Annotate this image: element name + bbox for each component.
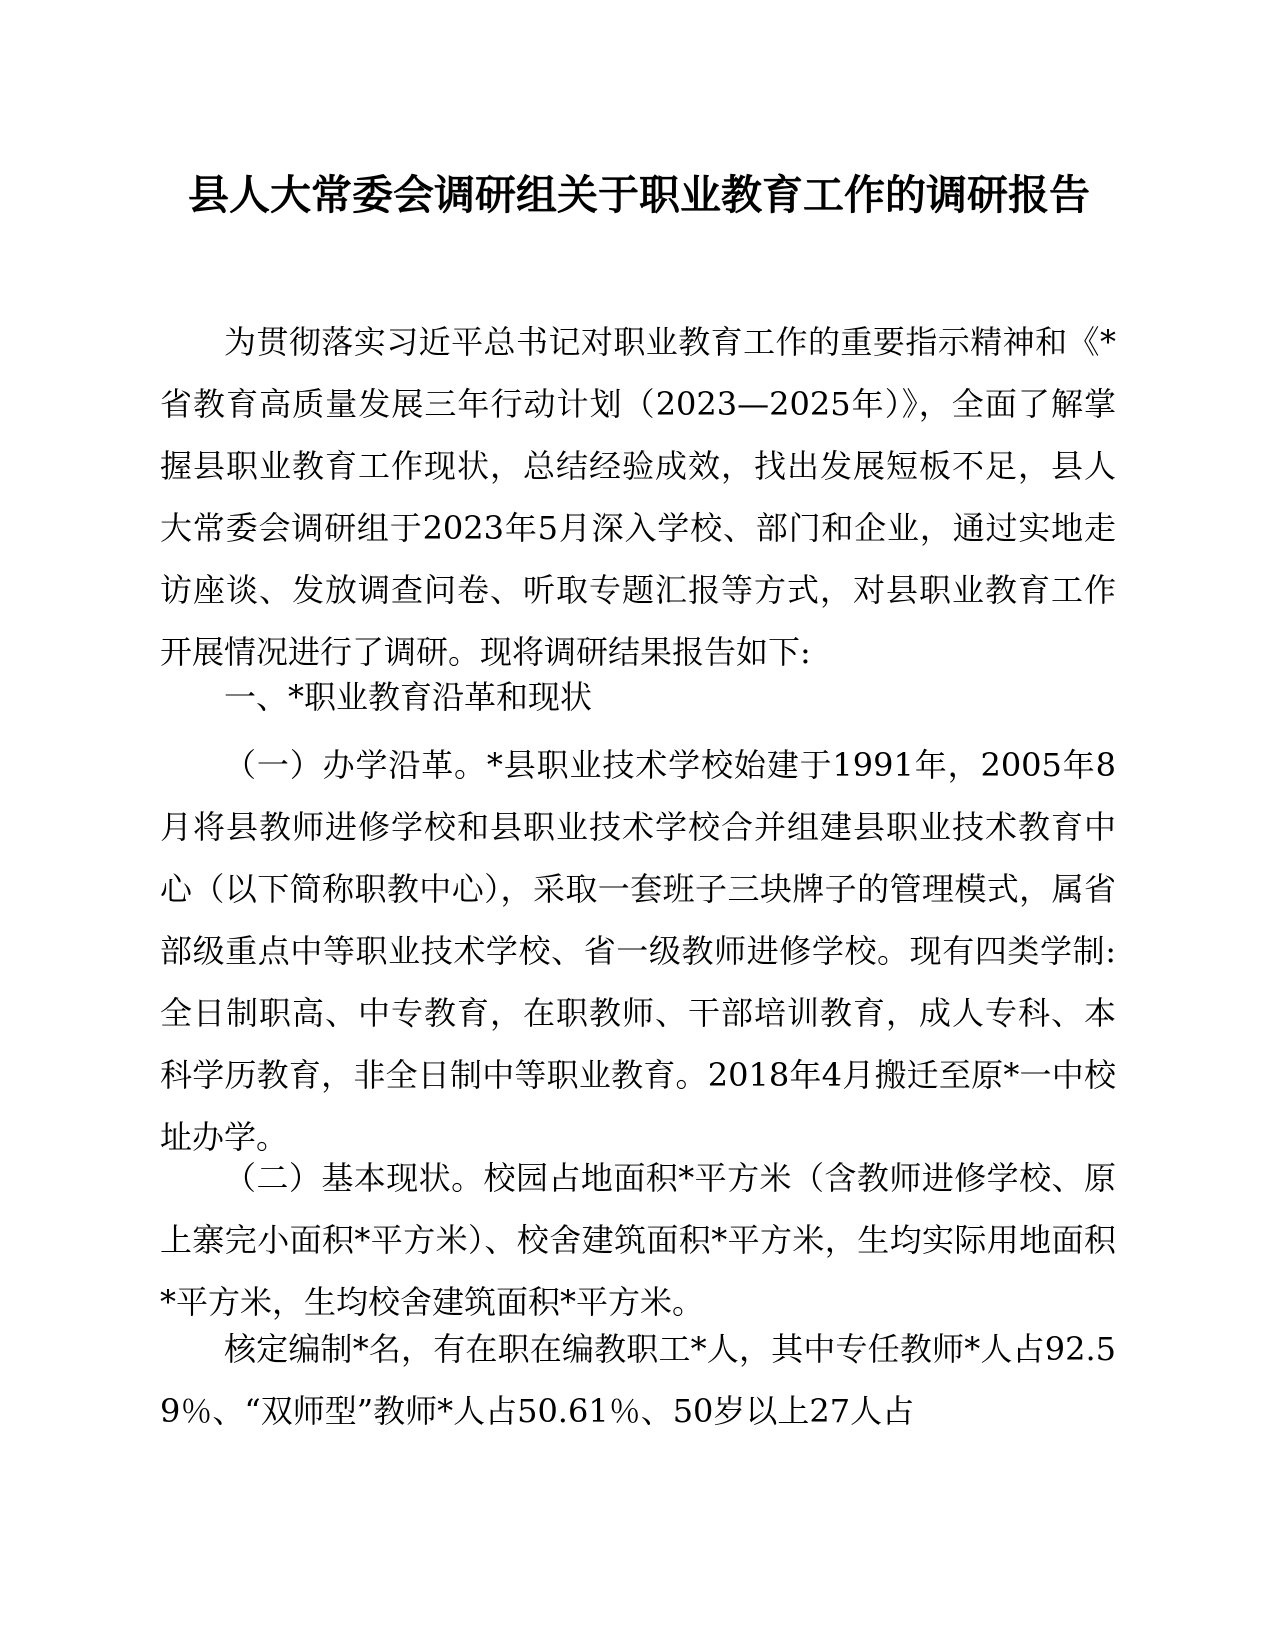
status-paragraph: （二）基本现状。校园占地面积*平方米（含教师进修学校、原上寨完小面积*平方米）、校舍建筑面积*平方米，生均实际用地面积*平方米，生均校舍建筑面积*平方米。 — [160, 1159, 1116, 1321]
staff-paragraph: 核定编制*名，有在职在编教职工*人，其中专任教师*人占92.59％、“双师型”教师*人占50.61％、50岁以上27人占 — [160, 1330, 1116, 1430]
document-title: 县人大常委会调研组关于职业教育工作的调研报告 — [188, 171, 1090, 219]
intro-paragraph: 为贯彻落实习近平总书记对职业教育工作的重要指示精神和《*省教育高质量发展三年行动计划（2023—2025年）》，全面了解掌握县职业教育工作现状，总结经验成效，找出发展短板不足，县人大常委会调研组于2023年5月深入学校、部门和企业，通过实地走访座谈、发放调查问卷、听取专题汇报等方式，对县职业教育工作开展情况进行了调研。现将调研结果报告如下: — [160, 323, 1116, 671]
section-heading: 一、*职业教育沿革和现状 — [224, 678, 593, 716]
history-paragraph: （一）办学沿革。*县职业技术学校始建于1991年，2005年8月将县教师进修学校和县职业技术学校合并组建县职业技术教育中心（以下简称职教中心），采取一套班子三块牌子的管理模式，属省部级重点中等职业技术学校、省一级教师进修学校。现有四类学制: 全日制职高、中专教育，在职教师、干部培训教育，成人专科、本科学历教育，非全日制中等职业教育。2018年4月搬迁至原*一中校址办学。 — [160, 746, 1116, 1156]
